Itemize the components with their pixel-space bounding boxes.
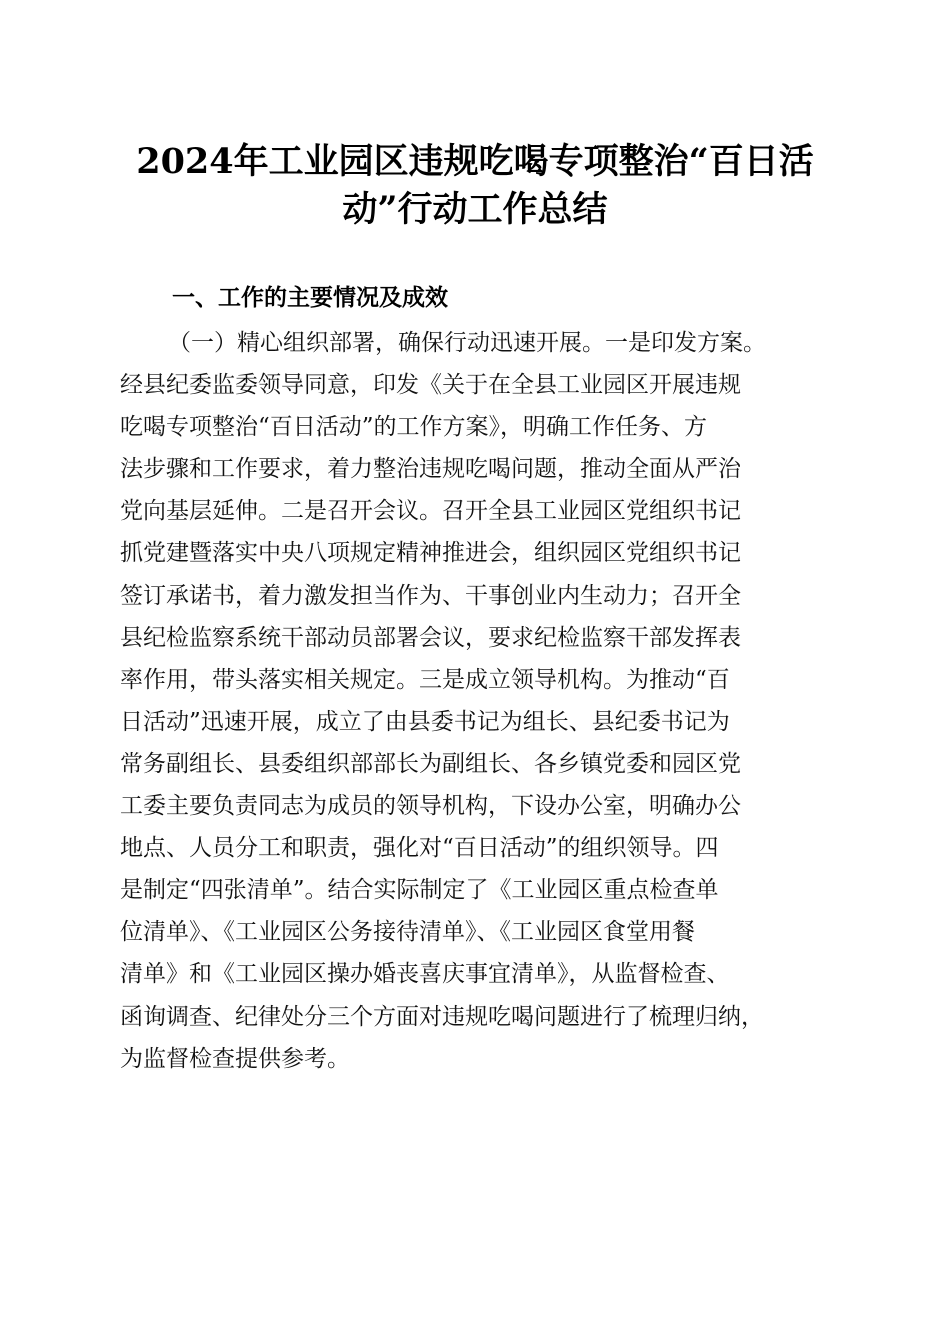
paragraph-line: 函询调查、纪律处分三个方面对违规吃喝问题进行了梳理归纳，: [120, 1003, 764, 1030]
paragraph-line: （一）精心组织部署，确保行动迅速开展。一是印发方案。: [168, 330, 766, 356]
section-heading: 一、工作的主要情况及成效: [172, 285, 448, 311]
paragraph-line: 清单》和《工业园区操办婚丧喜庆事宜清单》，从监督检查、: [120, 961, 730, 988]
paragraph-line: 为监督检查提供参考。: [120, 1045, 350, 1072]
paragraph-line: 日活动”迅速开展，成立了由县委书记为组长、县纪委书记为: [120, 708, 730, 735]
paragraph-line: 吃喝专项整治“百日活动”的工作方案》，明确工作任务、方: [120, 414, 708, 441]
title-line: 2024年工业园区违规吃喝专项整治“百日活: [136, 141, 814, 182]
body-paragraph: [120, 322, 850, 1080]
paragraph-line: 法步骤和工作要求，着力整治违规吃喝问题，推动全面从严治: [120, 456, 741, 483]
document-title: [100, 138, 850, 234]
paragraph-line: 工委主要负责同志为成员的领导机构，下设办公室，明确办公: [120, 793, 741, 820]
paragraph-line: 地点、人员分工和职责，强化对“百日活动”的组织领导。四: [120, 835, 719, 862]
paragraph-line: 常务副组长、县委组织部部长为副组长、各乡镇党委和园区党: [120, 750, 741, 777]
paragraph-line: 党向基层延伸。二是召开会议。召开全县工业园区党组织书记: [120, 498, 741, 525]
paragraph-line: 位清单》、《工业园区公务接待清单》、《工业园区食堂用餐: [120, 919, 695, 946]
paragraph-line: 抓党建暨落实中央八项规定精神推进会，组织园区党组织书记: [120, 540, 741, 567]
paragraph-line: 县纪检监察系统干部动员部署会议，要求纪检监察干部发挥表: [120, 624, 741, 651]
title-line: 动”行动工作总结: [342, 189, 608, 230]
paragraph-line: 经县纪委监委领导同意，印发《关于在全县工业园区开展违规: [120, 372, 741, 399]
paragraph-line: 率作用，带头落实相关规定。三是成立领导机构。为推动“百: [120, 666, 730, 693]
paragraph-line: 是制定“四张清单”。结合实际制定了《工业园区重点检查单: [120, 877, 719, 904]
paragraph-line: 签订承诺书，着力激发担当作为、干事创业内生动力；召开全: [120, 582, 741, 609]
